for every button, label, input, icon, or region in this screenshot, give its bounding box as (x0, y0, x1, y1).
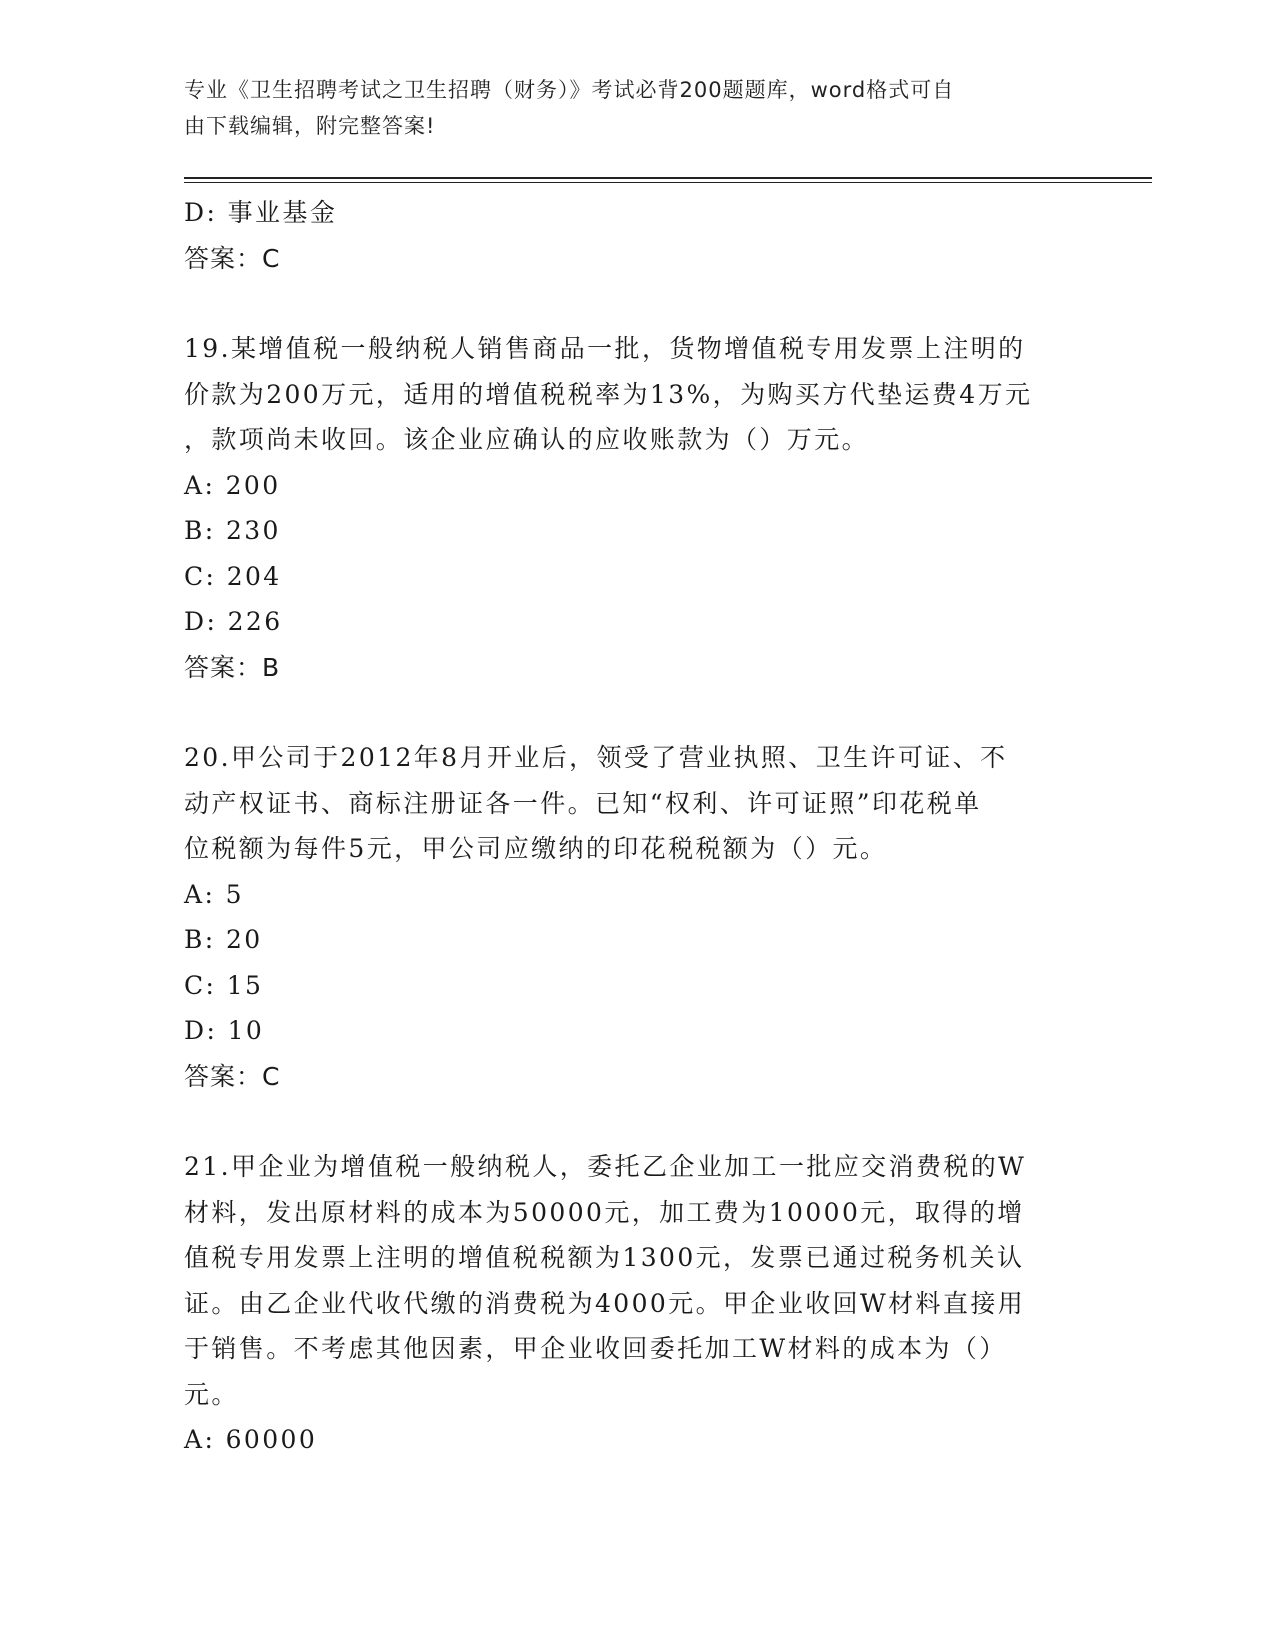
header-divider-thin (184, 182, 1152, 183)
question-text-line: 20.甲公司于2012年8月开业后，领受了营业执照、卫生许可证、不 (184, 743, 1008, 772)
header-line-2: 由下载编辑，附完整答案! (184, 114, 436, 138)
option-a: A: 60000 (184, 1425, 318, 1454)
option-b: B: 230 (184, 516, 281, 545)
header-divider-thick (184, 177, 1152, 179)
option-b: B: 20 (184, 925, 263, 954)
question-19 (184, 326, 1084, 690)
question-text-line: 值税专用发票上注明的增值税税额为1300元，发票已通过税务机关认 (184, 1243, 1025, 1272)
question-21 (184, 1144, 1084, 1463)
answer-line: 答案：C (184, 243, 281, 273)
question-text-line: 材料，发出原材料的成本为50000元，加工费为10000元，取得的增 (184, 1197, 1025, 1227)
option-a: A: 200 (184, 470, 281, 500)
answer-line: 答案：B (184, 652, 281, 682)
header-line-1: 专业《卫生招聘考试之卫生招聘（财务）》考试必背200题题库，word格式可自 (184, 78, 955, 102)
option-d: D: 10 (184, 1016, 265, 1045)
option-c: C: 15 (184, 970, 264, 1000)
question-content (184, 190, 1084, 1463)
page-header (184, 72, 1064, 144)
option-c: C: 204 (184, 561, 282, 591)
question-text-line: 证。由乙企业代收代缴的消费税为4000元。甲企业收回W材料直接用 (184, 1288, 1026, 1318)
question-text-line: 于销售。不考虑其他因素，甲企业收回委托加工W材料的成本为（） (184, 1334, 1007, 1363)
question-text-line: 位税额为每件5元，甲公司应缴纳的印花税税额为（）元。 (184, 834, 888, 863)
question-20 (184, 735, 1084, 1099)
question-text-line: 19.某增值税一般纳税人销售商品一批，货物增值税专用发票上注明的 (184, 334, 1026, 363)
question-text-line: 元。 (184, 1379, 239, 1409)
question-text-line: ，款项尚未收回。该企业应确认的应收账款为（）万元。 (184, 425, 870, 454)
question-text-line: 动产权证书、商标注册证各一件。已知“权利、许可证照”印花税单 (184, 788, 982, 818)
option-d: D: 事业基金 (184, 198, 338, 227)
option-d: D: 226 (184, 607, 283, 636)
previous-question-tail (184, 190, 1084, 281)
question-text-line: 21.甲企业为增值税一般纳税人，委托乙企业加工一批应交消费税的W (184, 1152, 1027, 1181)
option-a: A: 5 (184, 879, 244, 909)
question-text-line: 价款为200万元，适用的增值税税率为13%，为购买方代垫运费4万元 (184, 379, 1033, 409)
answer-line: 答案：C (184, 1061, 281, 1091)
